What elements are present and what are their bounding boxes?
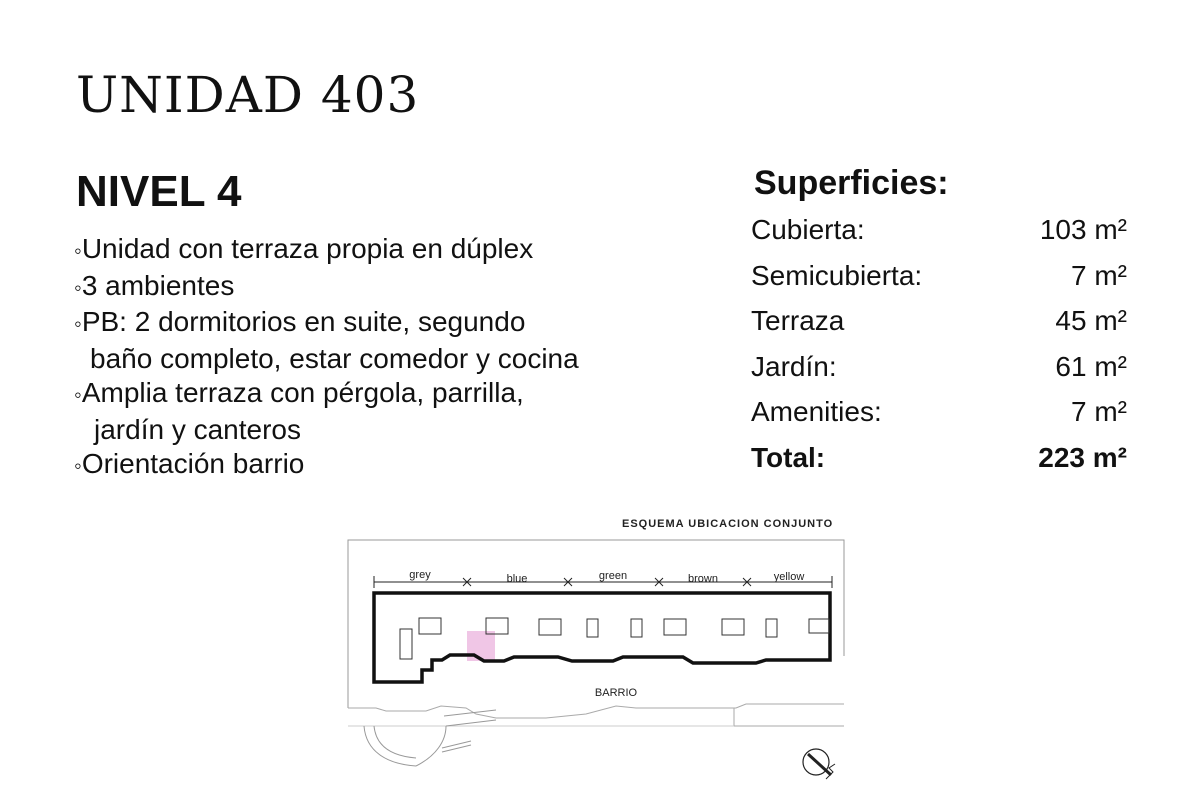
superficie-total-label: Total:	[751, 441, 826, 473]
path-line	[442, 741, 471, 748]
interior-blocks	[400, 618, 829, 659]
superficie-value: 61 m²	[1055, 350, 1127, 382]
superficie-row-amenities	[751, 396, 1127, 442]
feature-item-continuation: jardín y canteros	[94, 413, 301, 445]
path-line	[442, 745, 471, 752]
superficie-row-cubierta	[751, 214, 1127, 260]
path-line	[446, 720, 496, 726]
superficie-value: 7 m²	[1071, 396, 1127, 428]
orientation-label: BARRIO	[594, 687, 638, 699]
feature-item: ◦ PB: 2 dormitorios en suite, segundo	[74, 305, 694, 342]
superficie-row-semicubierta	[751, 260, 1127, 306]
superficie-row-total	[751, 442, 1127, 488]
feature-item-continuation: baño completo, estar comedor y cocina	[90, 342, 579, 374]
building-outline	[374, 593, 830, 682]
sector-label-blue: blue	[506, 573, 528, 585]
sector-label-green: green	[598, 570, 628, 582]
curve-road	[364, 726, 416, 766]
superficies-table	[751, 214, 1127, 488]
superficie-total-value: 223 m²	[1038, 441, 1127, 473]
site-plan-caption: ESQUEMA UBICACION CONJUNTO	[622, 518, 834, 530]
features-list	[74, 232, 694, 484]
superficie-value: 45 m²	[1055, 305, 1127, 337]
feature-item: ◦ Amplia terraza con pérgola, parrilla,	[74, 376, 694, 413]
street-line	[348, 704, 844, 718]
superficie-row-jardin	[751, 351, 1127, 397]
superficie-label: Cubierta:	[751, 214, 865, 245]
site-plan	[346, 536, 846, 786]
curve-road	[416, 726, 446, 766]
north-arrow-icon	[803, 749, 835, 779]
superficie-label: Jardín:	[751, 350, 837, 382]
superficie-value: 7 m²	[1071, 259, 1127, 291]
superficie-row-terraza	[751, 305, 1127, 351]
feature-item: ◦ Unidad con terraza propia en dúplex	[74, 232, 694, 269]
superficie-label: Amenities:	[751, 396, 882, 428]
level-title: NIVEL 4	[76, 167, 242, 216]
feature-item: ◦ 3 ambientes	[74, 269, 694, 306]
superficie-label: Semicubierta:	[751, 259, 923, 291]
sector-label-brown: brown	[688, 573, 718, 585]
superficie-value: 103 m²	[1039, 214, 1127, 245]
curve-road	[374, 726, 416, 758]
superficie-label: Terraza	[751, 305, 845, 337]
feature-item: ◦ Orientación barrio	[74, 447, 694, 484]
superficies-title: Superficies:	[754, 164, 949, 202]
sector-label-yellow: yellow	[773, 571, 805, 583]
unit-title: UNIDAD 403	[76, 66, 420, 124]
sector-label-grey: grey	[409, 569, 431, 581]
